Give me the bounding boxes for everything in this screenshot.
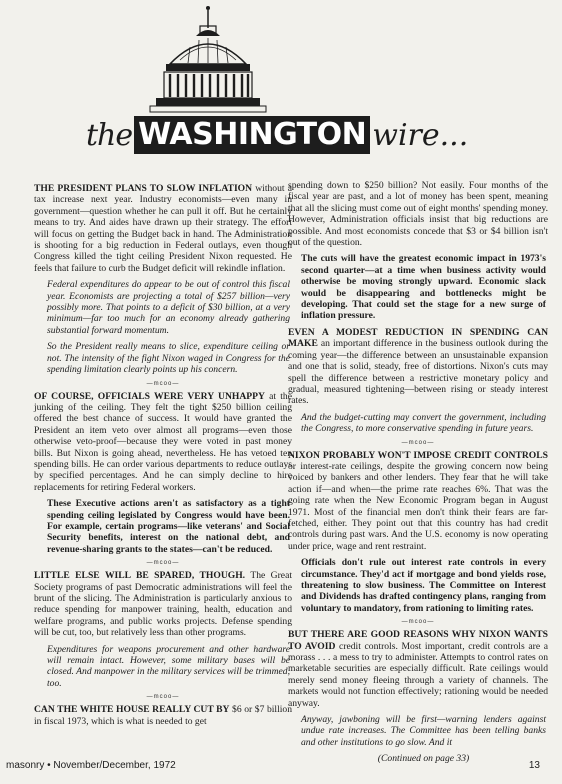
italic-paragraph: Federal expenditures do appear to be out of control this fiscal year. Economists are projecting a total of $257 billion—very possibly more. That points to a deficit of $30 billion, at a very minimum—far too much for an economy already gathering substantial forward momentum. — [47, 279, 290, 336]
paragraph-body: at the junking of the ceiling. They felt the tight $250 billion ceiling offered the best chance of success. It would have granted the President an item veto over almost all programs—even those otherwise veto-proof—because they were voted in past money bills. But Nixon is going ahead, nevertheless. He has vetoed ten spending bills. He can order various departments to reduce outlays by specified percentages. And he can simply decline to hire replacements for retiring Federal workers. — [34, 390, 292, 493]
paragraph-lead: BUT THERE ARE GOOD REASONS WHY NIXON WANTS TO AVOID — [288, 629, 548, 652]
paragraph-lead: LITTLE ELSE WILL BE SPARED, THOUGH. — [34, 570, 246, 582]
paragraph — [34, 570, 292, 638]
footer-publication: masonry • November/December, 1972 — [6, 760, 176, 771]
section-separator: —mcoo— — [401, 619, 435, 626]
italic-paragraph: Anyway, jawboning will be first—warning lenders against undue rate increases. The Committee has been telling banks and other institutions to go slow. And it — [301, 714, 546, 748]
paragraph — [34, 391, 292, 494]
bold-paragraph: These Executive actions aren't as satisfactory as a tight spending ceiling legislated by Congress would have been. For example, certain programs—like veterans' and Social Security benefits, interest on the national debt, and revenue-sharing grants to the states—can't be reduced. — [47, 498, 290, 555]
title-the: the — [86, 117, 133, 153]
paragraph-lead: THE PRESIDENT PLANS TO SLOW INFLATION — [34, 183, 253, 194]
left-column — [34, 183, 292, 732]
paragraph — [34, 183, 292, 274]
paragraph-lead: CAN THE WHITE HOUSE REALLY CUT BY — [34, 704, 230, 716]
title-washington: WASHINGTON — [134, 116, 370, 154]
paragraph-body: $6 or $7 billion in fiscal 1973, which is what is needed to get — [34, 704, 292, 727]
bold-paragraph: Officials don't rule out interest rate controls in every circumstance. They'd act if mortgage and bond yields rose, threatening to slow business. The Committee on Interest and Dividends has drafted contingency plans, ranging from voluntary to mandatory, from rationing to limiting rates. — [301, 557, 546, 614]
washington-wire-title — [86, 112, 516, 158]
section-separator: —mcoo— — [146, 380, 180, 387]
section-separator: —mcoo— — [146, 560, 180, 567]
paragraph — [288, 450, 548, 553]
paragraph-lead: OF COURSE, OFFICIALS WERE VERY UNHAPPY — [34, 390, 265, 402]
italic-paragraph: Expenditures for weapons procurement and other hardware will remain intact. However, some military bases will be closed. And manpower in the military services will be trimmed, too. — [47, 643, 290, 689]
section-separator: —mcoo— — [401, 439, 435, 446]
paragraph-body: credit controls. Most important, credit controls are a morass . . . a mess to try to administer. Attempts to control rates on marketable securities are especially difficult. Rate ceilings would merely send money fleeing through a variety of channels. The markets would not function effectively; rationing would be needed anyway. — [288, 640, 548, 709]
italic-paragraph: And the budget-cutting may convert the government, including the Congress, to more conservative spending in future years. — [301, 411, 546, 435]
paragraph-lead: NIXON PROBABLY WON'T IMPOSE CREDIT CONTROLS — [288, 449, 548, 461]
bold-paragraph: The cuts will have the greatest economic impact in 1973's second quarter—at a time when business activity would otherwise be moving strongly upward. Economic slack would be disappearing and bottlenecks might be developing. That could set the stage for a new surge of inflation pressure. — [301, 253, 546, 322]
masthead — [0, 0, 562, 160]
paragraph-body: The Great Society programs of past Democratic administrations will feel the brunt of the slicing. The Administration is particularly anxious to reduce spending for manpower training, health, education and welfare programs, and public works projects. Defense spending will be cut, too, but relatively less than other programs. — [34, 570, 292, 639]
section-separator: —mcoo— — [146, 694, 180, 701]
paragraph — [288, 629, 548, 709]
italic-paragraph: So the President really means to slice, expenditure ceiling or not. The intensity of the fight Nixon waged in Congress for the spending limitation clearly points up his concern. — [47, 341, 290, 376]
page-footer — [0, 756, 562, 776]
title-wire: wire... — [372, 117, 469, 153]
continued-note: (Continued on page 33) — [377, 753, 470, 765]
paragraph-lead: EVEN A MODEST REDUCTION IN SPENDING CAN MAKE — [288, 326, 548, 350]
paragraph — [34, 704, 292, 727]
page-number: 13 — [528, 760, 540, 771]
right-column — [288, 180, 548, 770]
paragraph-body: an important difference in the business outlook during the coming year—the difference between an unsustainable expansion and one that is solid, steady, free of distortions. Nixon's cuts may spell the difference between a restrictive monetary policy and gradual, measured tightening—between rising or steady interest rates. — [288, 338, 549, 407]
paragraph: spending down to $250 billion? Not easily. Four months of the fiscal year are past, and a lot of money has been spent, meaning that all the slicing must come out of eight months' spending money. However, Administration officials insist that big reductions are possible. And most economists concede that $3 or $4 billion isn't out of the question. — [288, 180, 548, 249]
paragraph-body: or interest-rate ceilings, despite the growing concern now being voiced by bankers and other lenders. They fear that he will take action if—and when—the prime rate reaches 6%. That was the going rate when the New Economic Program began in August 1971. Most of the financial men don't think their fears are far-fetched, either. They point out that this country has had credit controls during past wars. And the U.S. economy is now operating under price, wage and rent restraint. — [288, 460, 548, 552]
paragraph-body: without a tax increase next year. Industry economists—even many in government—question whether he can pull it off. But he certainly means to try. And aides have drawn up their strategy. The effort will focus on getting the Budget back in hand. The Administration is shooting for a big reduction in Federal outlays, even though Congress killed the tight ceiling President Nixon requested. He feels that failure to curb the Budget deficit will rekindle inflation. — [34, 183, 292, 274]
paragraph — [288, 327, 548, 407]
